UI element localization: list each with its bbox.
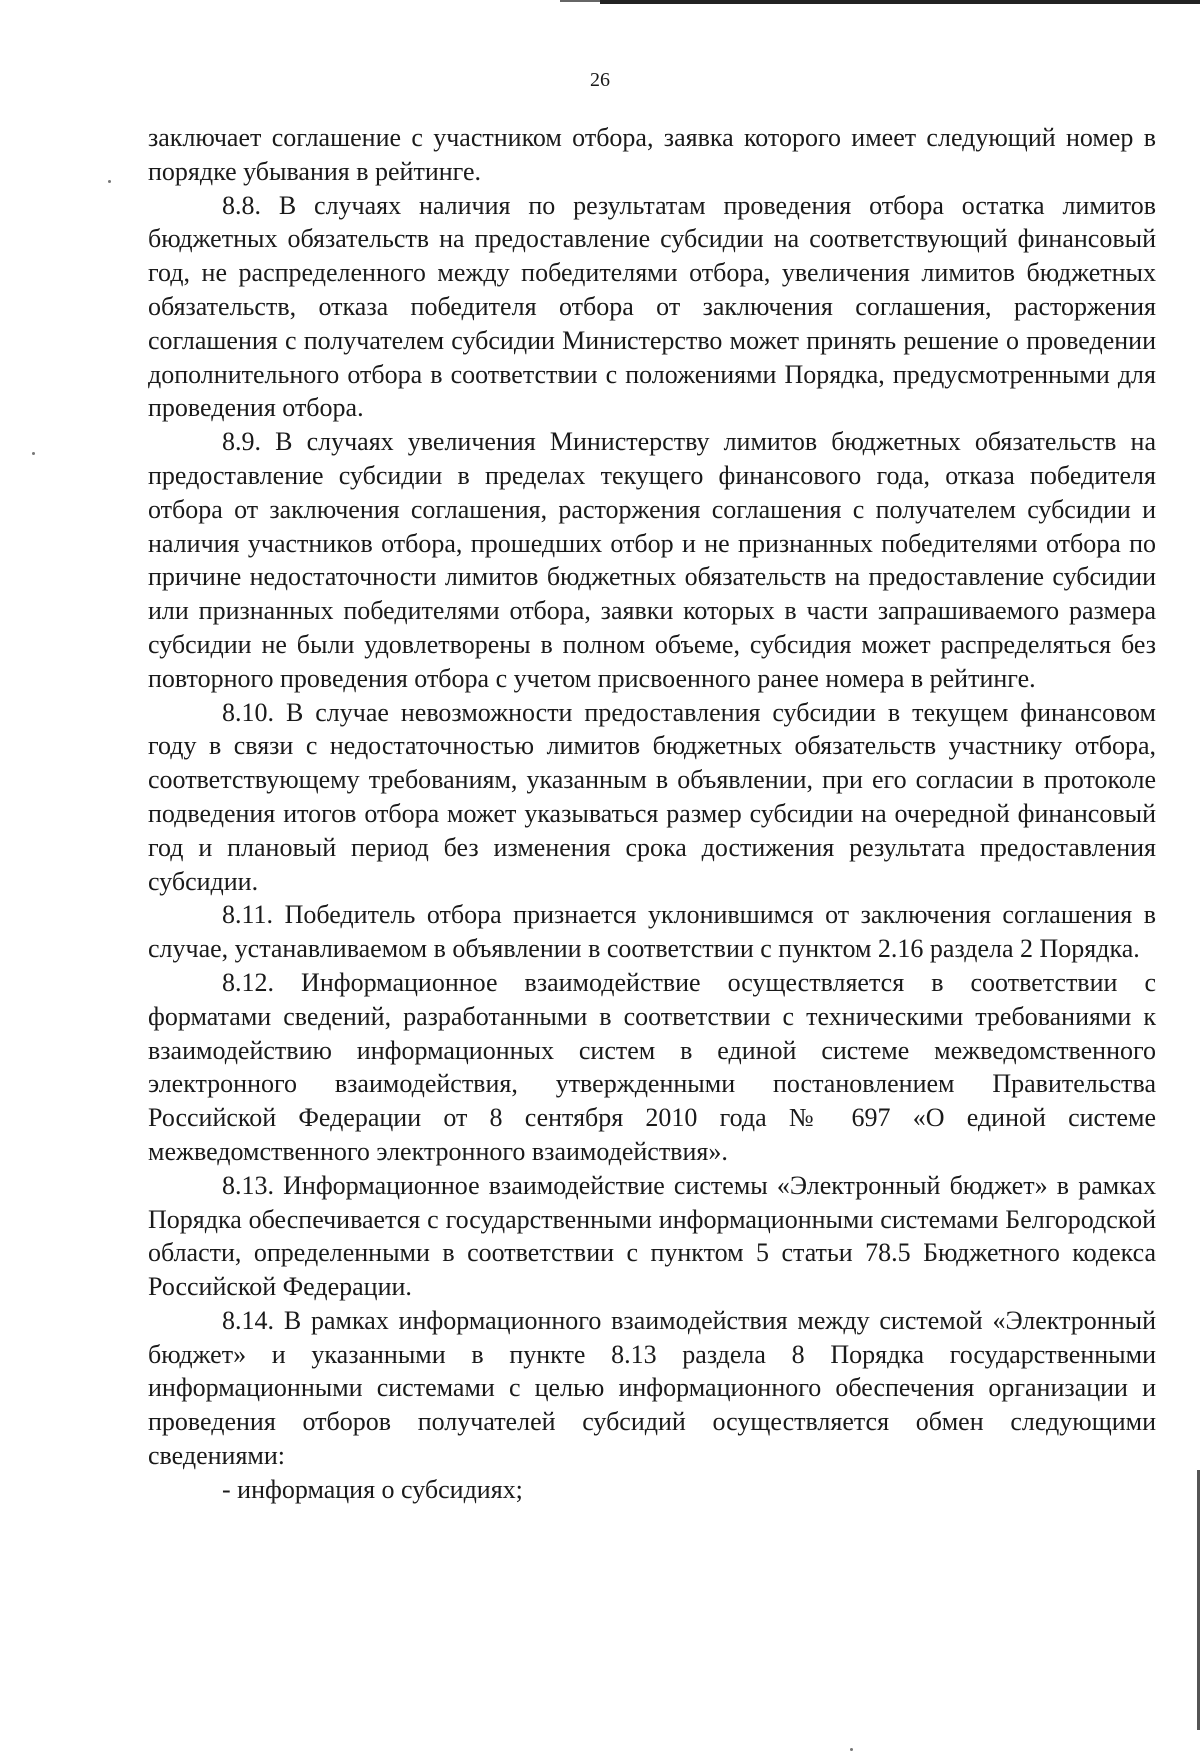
paragraph-8-8: 8.8. В случаях наличия по результатам проведения отбора остатка лимитов бюджетных обязательств на предоставление субсидии на соответствующий финансовый год, не распределенного между победителями отбора, увеличения лимитов бюджетных обязательств, отказа победителя отбора от заключения соглашения, расторжения соглашения с получателем субсидии Министерство может принять решение о проведении дополнительного отбора в соответствии с положениями Порядка, предусмотренными для проведения отбора.: [148, 190, 1156, 423]
page-number: 26: [590, 69, 610, 91]
paragraph-8-12: 8.12. Информационное взаимодействие осуществляется в соответствии с форматами сведений, разработанными в соответствии с техническими требованиями к взаимодействию информационных систем в единой системе межведомственного электронного взаимодействия, утвержденными постановлением Правительства Российской Федерации от 8 сентября 2010 года № 697 «О единой системе межведомственного электронного взаимодействия».: [148, 967, 1156, 1166]
list-item-subsidy-info: - информация о субсидиях;: [222, 1474, 523, 1504]
paragraph-continuation: заключает соглашение с участником отбора, заявка которого имеет следующий номер в порядке убывания в рейтинге.: [148, 123, 1156, 186]
paragraph-8-11: 8.11. Победитель отбора признается уклонившимся от заключения соглашения в случае, устанавливаемом в объявлении в соответствии с пунктом 2.16 раздела 2 Порядка.: [148, 900, 1156, 964]
paragraph-8-14: 8.14. В рамках информационного взаимодействия между системой «Электронный бюджет» и указанными в пункте 8.13 раздела 8 Порядка государственными информационными системами с целью информационного обеспечения организации и проведения отборов получателей субсидий осуществляется обмен следующими сведениями:: [148, 1305, 1156, 1471]
scan-speck: [850, 1748, 853, 1751]
scan-top-rule: [600, 0, 1200, 4]
scan-top-rule-thin: [560, 0, 600, 2]
paragraph-8-9: 8.9. В случаях увеличения Министерству лимитов бюджетных обязательств на предоставление субсидии в пределах текущего финансового года, отказа победителя отбора от заключения соглашения, расторжения соглашения с получателем субсидии и наличия участников отбора, прошедших отбор и не признанных победителями отбора по причине недостаточности лимитов бюджетных обязательств на предоставление субсидии или признанных победителями отбора, заявки которых в части запрашиваемого размера субсидии не были удовлетворены в полном объеме, субсидия может распределяться без повторного проведения отбора с учетом присвоенного ранее номера в рейтинге.: [148, 427, 1156, 693]
scan-speck: [108, 180, 111, 183]
paragraph-8-13: 8.13. Информационное взаимодействие системы «Электронный бюджет» в рамках Порядка обеспечивается с государственными информационными системами Белгородской области, определенными в соответствии с пунктом 5 статьи 78.5 Бюджетного кодекса Российской Федерации.: [148, 1170, 1156, 1302]
document-body: [148, 121, 1156, 1507]
scan-speck: [32, 452, 35, 455]
paragraph-8-10: 8.10. В случае невозможности предоставления субсидии в текущем финансовом году в связи с недостаточностью лимитов бюджетных обязательств участнику отбора, соответствующему требованиям, указанным в объявлении, при его согласии в протоколе подведения итогов отбора может указываться размер субсидии на очередной финансовый год и плановый период без изменения срока достижения результата предоставления субсидии.: [148, 697, 1156, 896]
